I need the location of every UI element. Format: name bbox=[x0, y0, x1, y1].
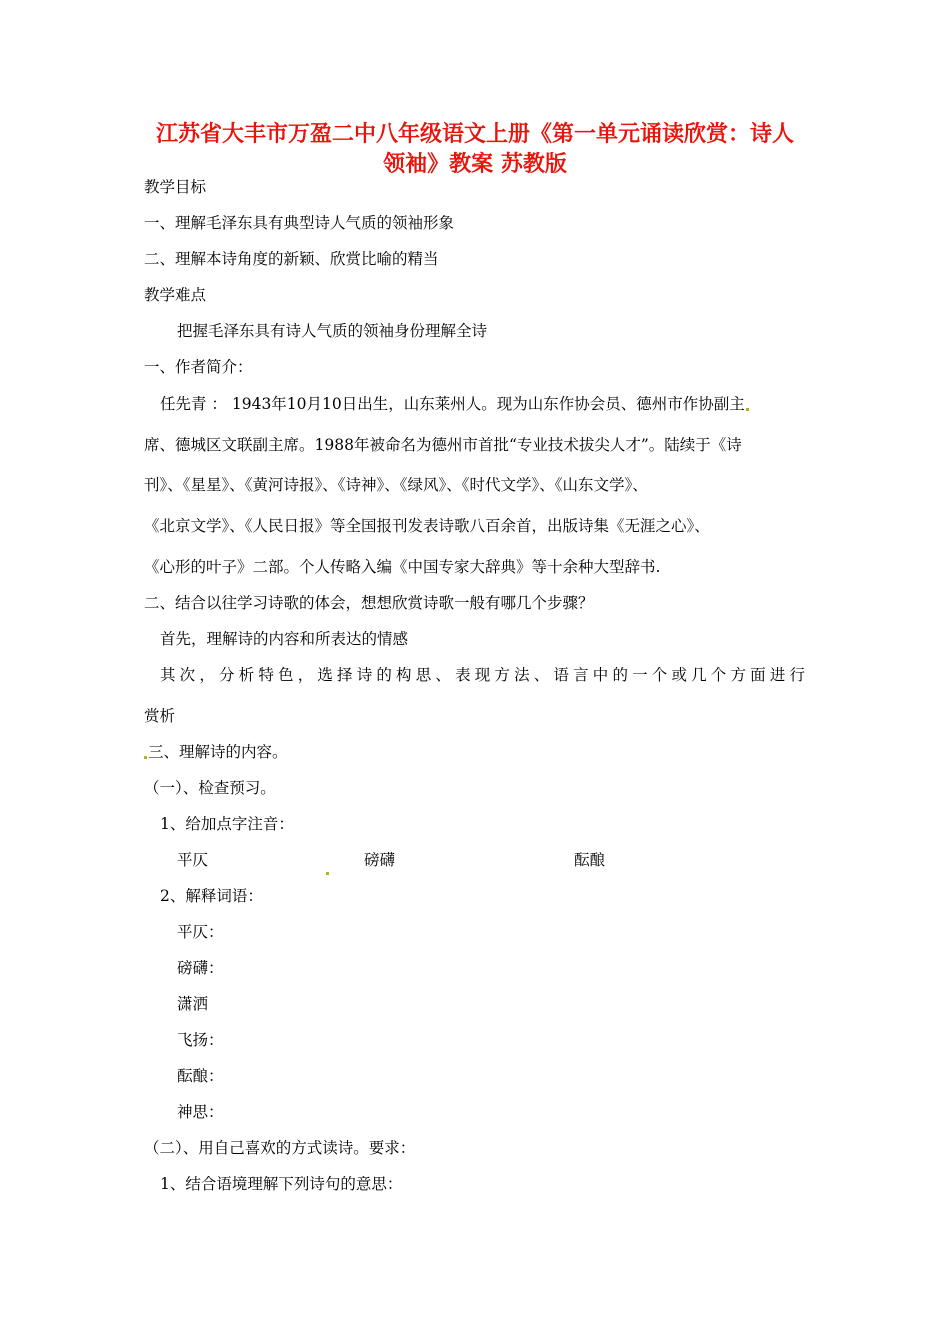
anchor-mark bbox=[326, 858, 329, 878]
author-intro-heading: 一、作者简介： bbox=[144, 358, 253, 376]
definition-2: 磅礴： bbox=[177, 959, 224, 977]
author-bio-line-2: 席、德城区文联副主席。1988年被命名为德州市首批“专业技术拔尖人才”。陆续于《诗 bbox=[144, 436, 742, 454]
section-2-heading: 二、结合以往学习诗歌的体会，想想欣赏诗歌一般有哪几个步骤？ bbox=[144, 594, 594, 612]
title-line-2: 领袖》教案 苏教版 bbox=[383, 152, 567, 177]
teaching-difficulty-heading: 教学难点 bbox=[144, 286, 207, 304]
definition-4: 飞扬： bbox=[177, 1031, 224, 1049]
author-bio-line-4: 《北京文学》、《人民日报》等全国报刊发表诗歌八百余首，出版诗集《无涯之心》、 bbox=[144, 517, 710, 535]
subsection-2-heading: （二）、用自己喜欢的方式读诗。要求： bbox=[144, 1139, 416, 1157]
question-2: 2、解释词语： bbox=[160, 887, 263, 905]
definition-3: 潇洒 bbox=[177, 995, 209, 1013]
section-3-heading: 三、理解诗的内容。 bbox=[144, 742, 288, 762]
definition-1: 平仄： bbox=[177, 923, 224, 941]
step-2-line-2: 赏析 bbox=[144, 707, 176, 725]
pinyin-word-2: 磅礴 bbox=[364, 851, 396, 869]
definition-5: 酝酿： bbox=[177, 1067, 224, 1085]
goal-1: 一、理解毛泽东具有典型诗人气质的领袖形象 bbox=[144, 214, 455, 232]
step-1: 首先，理解诗的内容和所表达的情感 bbox=[160, 630, 409, 648]
step-2-line-1: 其次，分析特色，选择诗的构思、表现方法、语言中的一个或几个方面进行 bbox=[160, 666, 805, 684]
question-1: 1、给加点字注音： bbox=[160, 815, 294, 833]
pinyin-word-1: 平仄 bbox=[177, 851, 209, 869]
anchor-mark bbox=[144, 756, 147, 759]
document-title bbox=[140, 120, 810, 180]
subsection-1-heading: （一）、检查预习。 bbox=[144, 779, 276, 797]
teaching-goals-heading: 教学目标 bbox=[144, 178, 207, 196]
reading-requirement-1: 1、结合语境理解下列诗句的意思： bbox=[160, 1175, 403, 1193]
pinyin-word-3: 酝酿 bbox=[574, 851, 606, 869]
title-line-1: 江苏省大丰市万盈二中八年级语文上册《第一单元诵读欣赏：诗人 bbox=[155, 122, 794, 147]
teaching-difficulty: 把握毛泽东具有诗人气质的领袖身份理解全诗 bbox=[177, 322, 488, 340]
definition-6: 神思： bbox=[177, 1103, 224, 1121]
anchor-mark bbox=[746, 408, 749, 411]
author-bio-line-3: 刊》、《星星》、《黄河诗报》、《诗神》、《绿风》、《时代文学》、《山东文学》、 bbox=[144, 476, 648, 494]
author-bio-line-1: 任先青 ： 1943年10月10日出生，山东莱州人。现为山东作协会员、德州市作协副主 bbox=[160, 394, 749, 414]
goal-2: 二、理解本诗角度的新颖、欣赏比喻的精当 bbox=[144, 250, 439, 268]
author-bio-line-5: 《心形的叶子》二部。个人传略入编《中国专家大辞典》等十余种大型辞书. bbox=[144, 558, 661, 576]
